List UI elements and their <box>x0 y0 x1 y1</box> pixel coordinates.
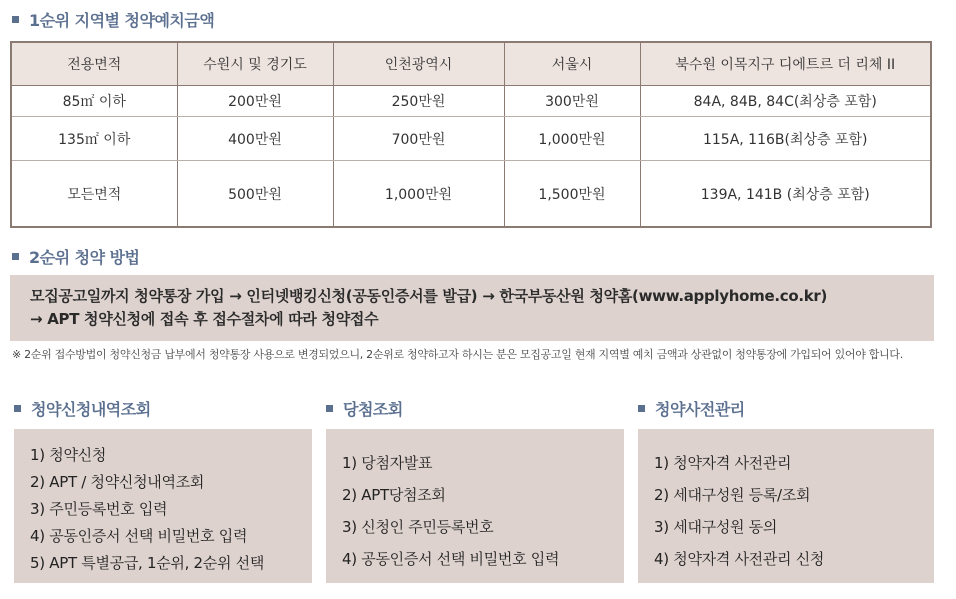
table-cell: 400만원 <box>177 117 333 161</box>
table-row <box>11 161 931 228</box>
list-item: 4) 공동인증서 선택 비밀번호 입력 <box>30 527 248 545</box>
table-cell: 1,000만원 <box>333 161 504 228</box>
box-title-pre-management <box>638 397 745 420</box>
table-cell: 700만원 <box>333 117 504 161</box>
box-title-text: 청약사전관리 <box>655 400 745 419</box>
section-title-text: 1순위 지역별 청약예치금액 <box>29 11 215 30</box>
column-header: 수원시 및 경기도 <box>177 42 333 86</box>
list-item: 2) 세대구성원 등록/조회 <box>654 486 811 504</box>
box-title-text: 청약신청내역조회 <box>31 400 151 419</box>
list-item: 1) 당첨자발표 <box>342 454 433 472</box>
section-title-text: 2순위 청약 방법 <box>29 248 140 267</box>
column-header: 서울시 <box>504 42 640 86</box>
list-item: 4) 공동인증서 선택 비밀번호 입력 <box>342 550 560 568</box>
box-title-text: 당첨조회 <box>343 400 403 419</box>
list-item: 3) 세대구성원 동의 <box>654 518 778 536</box>
box-title-winner-lookup <box>326 397 403 420</box>
list-item: 2) APT / 청약신청내역조회 <box>30 473 205 491</box>
table-cell: 115A, 116B(최상층 포함) <box>640 117 931 161</box>
square-bullet-icon <box>12 16 19 23</box>
application-method-box <box>10 275 934 341</box>
method-line-2: → APT 청약신청에 접속 후 접수절차에 따라 청약접수 <box>30 310 379 328</box>
box-title-application-history <box>14 397 151 420</box>
square-bullet-icon <box>326 405 333 412</box>
table-cell: 200만원 <box>177 86 333 117</box>
table-cell: 모든면적 <box>11 161 177 228</box>
column-header: 인천광역시 <box>333 42 504 86</box>
table-cell: 1,500만원 <box>504 161 640 228</box>
list-item: 1) 청약신청 <box>30 446 107 464</box>
list-item: 4) 청약자격 사전관리 신청 <box>654 550 825 568</box>
table-cell: 84A, 84B, 84C(최상층 포함) <box>640 86 931 117</box>
square-bullet-icon <box>12 253 19 260</box>
square-bullet-icon <box>14 405 21 412</box>
list-item: 1) 청약자격 사전관리 <box>654 454 792 472</box>
list-item: 5) APT 특별공급, 1순위, 2순위 선택 <box>30 554 265 572</box>
table-cell: 85㎡ 이하 <box>11 86 177 117</box>
pre-management-box <box>638 429 934 583</box>
table-cell: 500만원 <box>177 161 333 228</box>
method-line-1: 모집공고일까지 청약통장 가입 → 인터넷뱅킹신청(공동인증서를 발급) → 한국부동산원 청약홈(www.applyhome.co.kr) <box>30 287 828 305</box>
square-bullet-icon <box>638 405 645 412</box>
deposit-table <box>10 41 932 228</box>
column-header: 전용면적 <box>11 42 177 86</box>
table-row <box>11 117 931 161</box>
list-item: 3) 신청인 주민등록번호 <box>342 518 494 536</box>
table-header-row <box>11 42 931 86</box>
table-cell: 139A, 141B (최상층 포함) <box>700 186 870 203</box>
table-cell: 135㎡ 이하 <box>11 117 177 161</box>
table-row <box>11 86 931 117</box>
section-title-method <box>12 245 140 268</box>
table-cell: 250만원 <box>333 86 504 117</box>
application-history-box <box>14 429 312 583</box>
winner-lookup-box <box>326 429 624 583</box>
table-cell: 1,000만원 <box>504 117 640 161</box>
list-item: 2) APT당첨조회 <box>342 486 446 504</box>
section-title-deposit <box>12 8 214 31</box>
table-cell: 300만원 <box>504 86 640 117</box>
list-item: 3) 주민등록번호 입력 <box>30 500 168 518</box>
column-header: 북수원 이목지구 디에트르 더 리체 II <box>640 42 931 86</box>
notice-text: ※ 2순위 접수방법이 청약신청금 납부에서 청약통장 사용으로 변경되었으니, 2순위로 청약하고자 하시는 분은 모집공고일 현재 지역별 예치 금액과 상관없이 청약통장에 가입되어 있어야 합니다. <box>12 348 903 361</box>
